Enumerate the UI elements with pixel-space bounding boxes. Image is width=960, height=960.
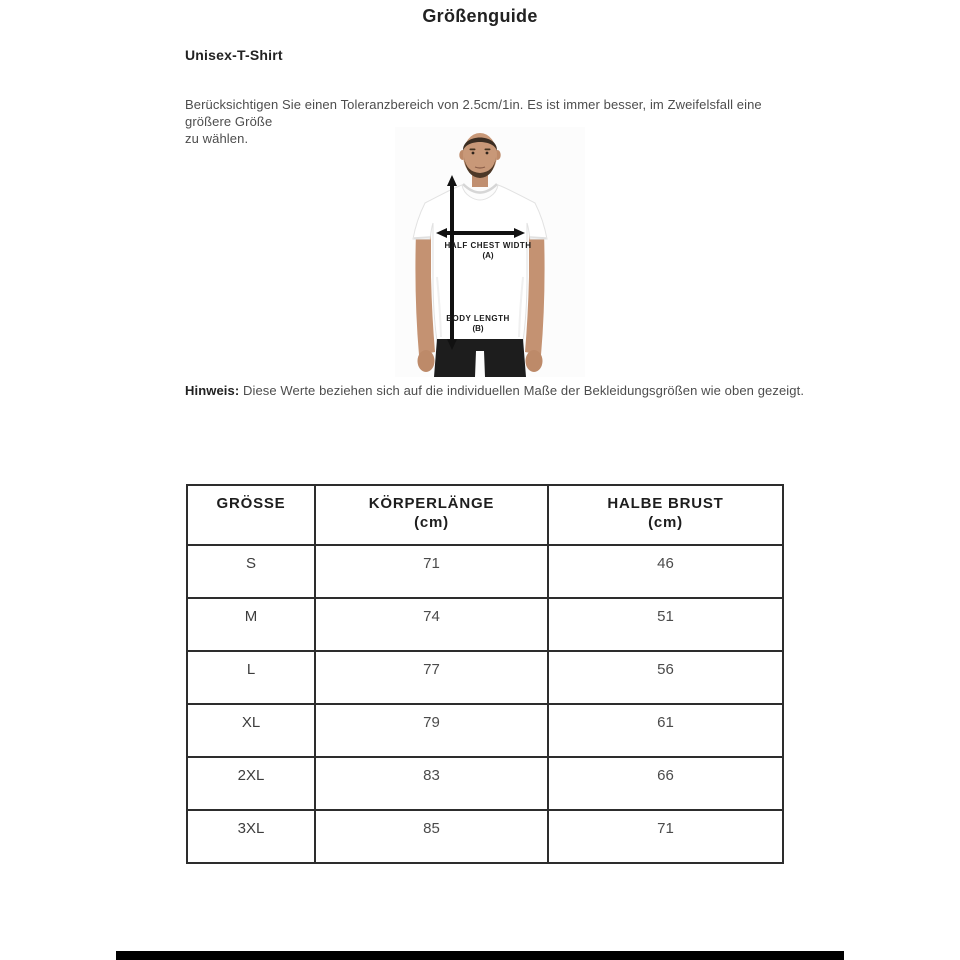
column-header-body-length-title: KÖRPERLÄNGE [368,495,495,512]
table-row [187,545,783,598]
size-cell: 2XL [187,757,315,810]
half-chest-label: HALF CHEST WIDTH [444,241,532,250]
size-cell: XL [187,704,315,757]
hint-label: Hinweis: [185,383,240,398]
column-header-size-title: GRÖSSE [216,495,286,512]
half-chest-key: (A) [482,251,494,260]
half-chest-cell: 61 [548,704,783,757]
half-chest-cell: 46 [548,545,783,598]
size-cell: L [187,651,315,704]
column-header-body-length-unit: (cm) [414,514,449,531]
body-length-cell: 74 [315,598,548,651]
half-chest-cell: 56 [548,651,783,704]
body-length-cell: 71 [315,545,548,598]
half-chest-cell: 51 [548,598,783,651]
hint-body: Diese Werte beziehen sich auf die individuellen Maße der Bekleidungsgrößen wie oben gezeigt. [239,383,805,398]
half-chest-cell: 66 [548,757,783,810]
size-cell: M [187,598,315,651]
bottom-bar [116,951,844,960]
body-length-key: (B) [472,324,484,333]
body-length-cell: 77 [315,651,548,704]
tolerance-note-line-1: Berücksichtigen Sie einen Toleranzbereich von 2.5cm/1in. Es ist immer besser, im Zweifelsfall eine größere Größe [185,97,762,129]
half-chest-cell: 71 [548,810,783,863]
table-header-row [187,485,783,545]
model-photo [395,127,585,377]
size-diagram-photo [395,127,585,377]
column-header-half-chest-unit: (cm) [648,514,683,531]
product-name: Unisex-T-Shirt [185,47,283,63]
column-header-size [187,485,315,545]
hint-text [185,383,825,398]
size-cell: S [187,545,315,598]
column-header-half-chest-title: HALBE BRUST [607,495,724,512]
table-row [187,810,783,863]
body-length-label: BODY LENGTH [446,314,510,323]
body-length-cell: 83 [315,757,548,810]
column-header-body-length [315,485,548,545]
tolerance-note-line-2: zu wählen. [185,131,249,146]
page-title: Größenguide [422,6,538,26]
table-row [187,704,783,757]
body-length-cell: 79 [315,704,548,757]
table-row [187,598,783,651]
body-length-cell: 85 [315,810,548,863]
size-table [186,484,784,864]
size-cell: 3XL [187,810,315,863]
table-row [187,651,783,704]
table-row [187,757,783,810]
column-header-half-chest [548,485,783,545]
